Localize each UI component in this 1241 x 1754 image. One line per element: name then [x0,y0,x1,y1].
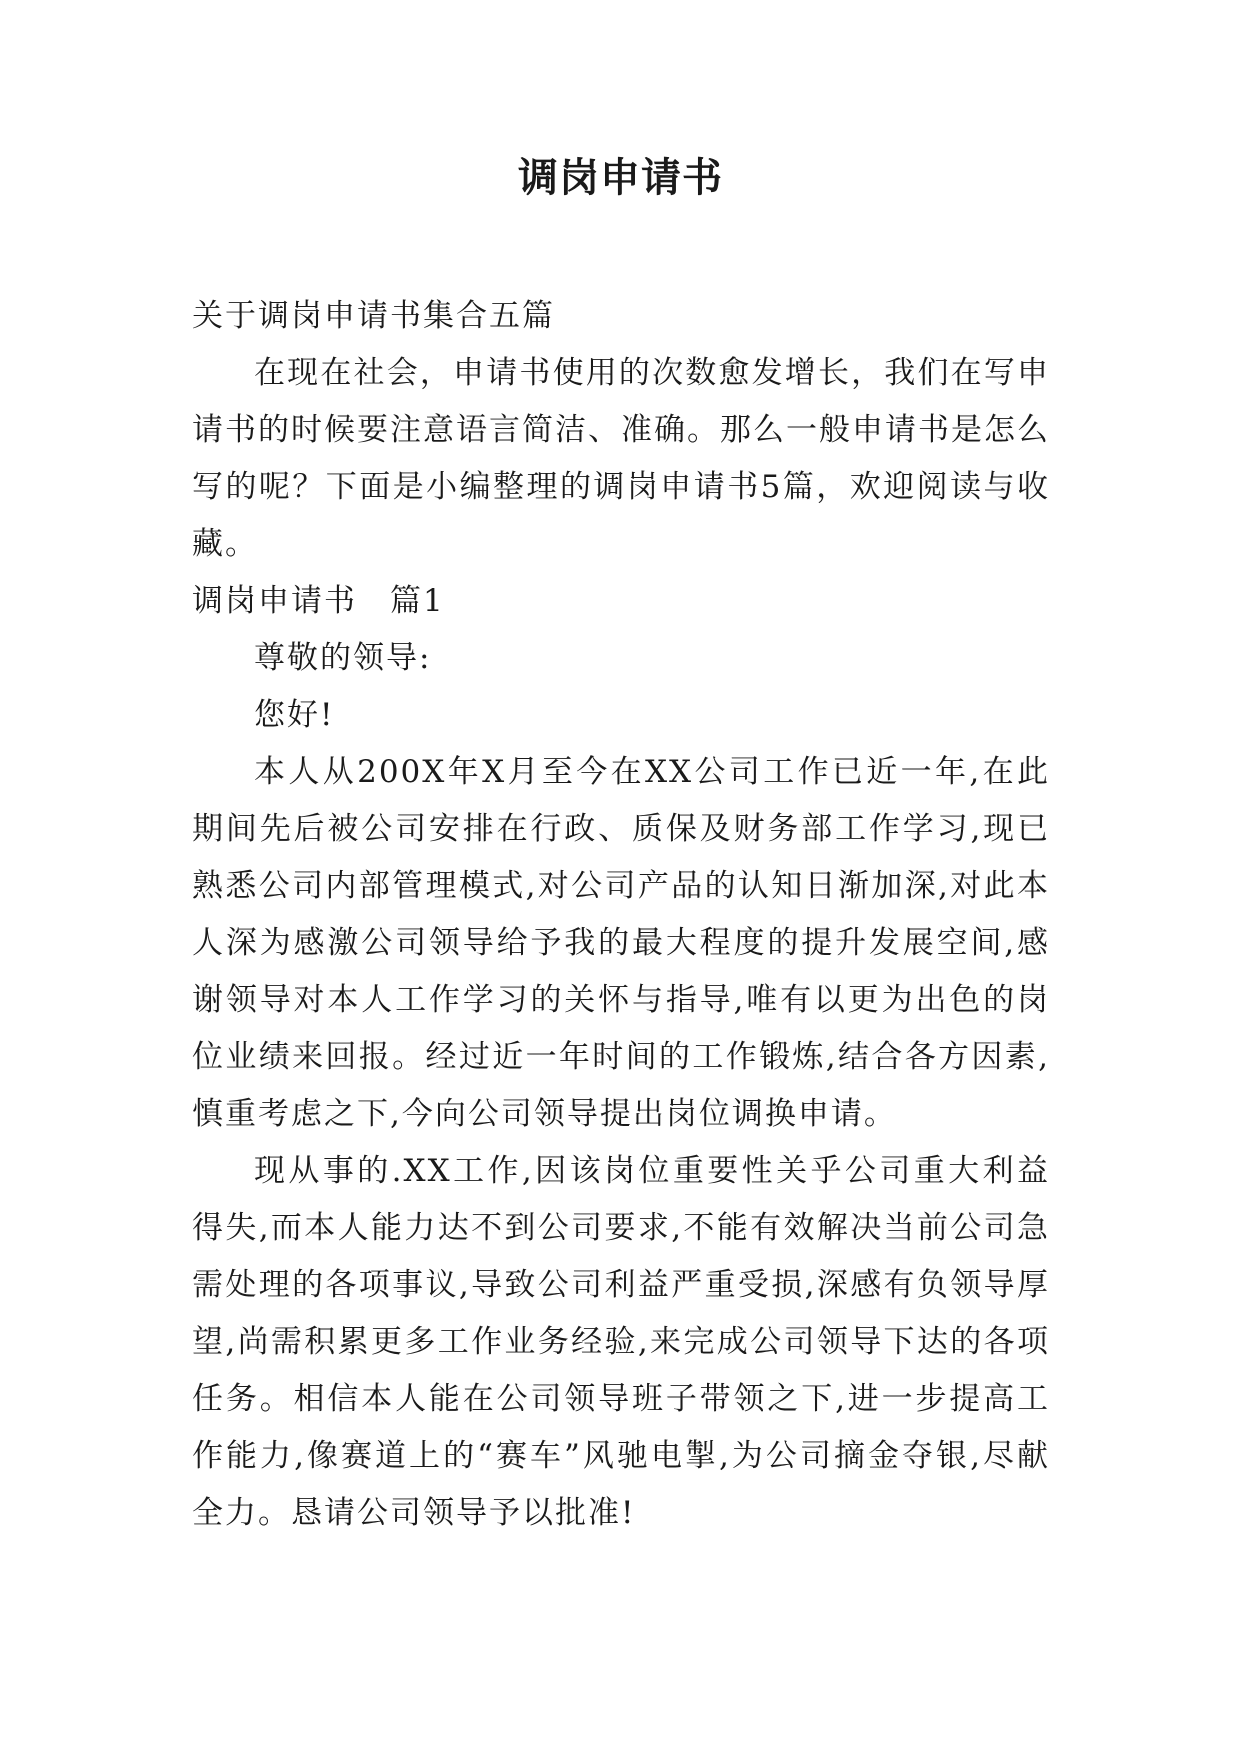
document-title: 调岗申请书 [518,155,723,201]
body-paragraph-1: 本人从200X年X月至今在XX公司工作已近一年,在此期间先后被公司安排在行政、质保及财务部工作学习,现已熟悉公司内部管理模式,对公司产品的认知日渐加深,对此本人深为感激公司领导给予我的最大程度的提升发展空间,感谢领导对本人工作学习的关怀与指导,唯有以更为出色的岗位业绩来回报。经过近一年时间的工作锻炼,结合各方因素,慎重考虑之下,今向公司领导提出岗位调换申请。 [192,754,1050,1132]
greeting: 您好! [254,697,335,733]
intro-paragraph: 在现在社会，申请书使用的次数愈发增长，我们在写申请书的时候要注意语言简洁、准确。那么一般申请书是怎么写的呢？下面是小编整理的调岗申请书5篇，欢迎阅读与收藏。 [192,355,1050,562]
document-body [192,288,1050,1542]
salutation: 尊敬的领导: [254,640,432,676]
section-heading: 调岗申请书 篇1 [192,583,445,619]
body-paragraph-2: 现从事的.XX工作,因该岗位重要性关乎公司重大利益得失,而本人能力达不到公司要求,不能有效解决当前公司急需处理的各项事议,导致公司利益严重受损,深感有负领导厚望,尚需积累更多工作业务经验,来完成公司领导下达的各项任务。相信本人能在公司领导班子带领之下,进一步提高工作能力,像赛道上的“赛车”风驰电掣,为公司摘金夺银,尽献全力。恳请公司领导予以批准! [192,1153,1050,1531]
document-subtitle: 关于调岗申请书集合五篇 [192,298,555,334]
